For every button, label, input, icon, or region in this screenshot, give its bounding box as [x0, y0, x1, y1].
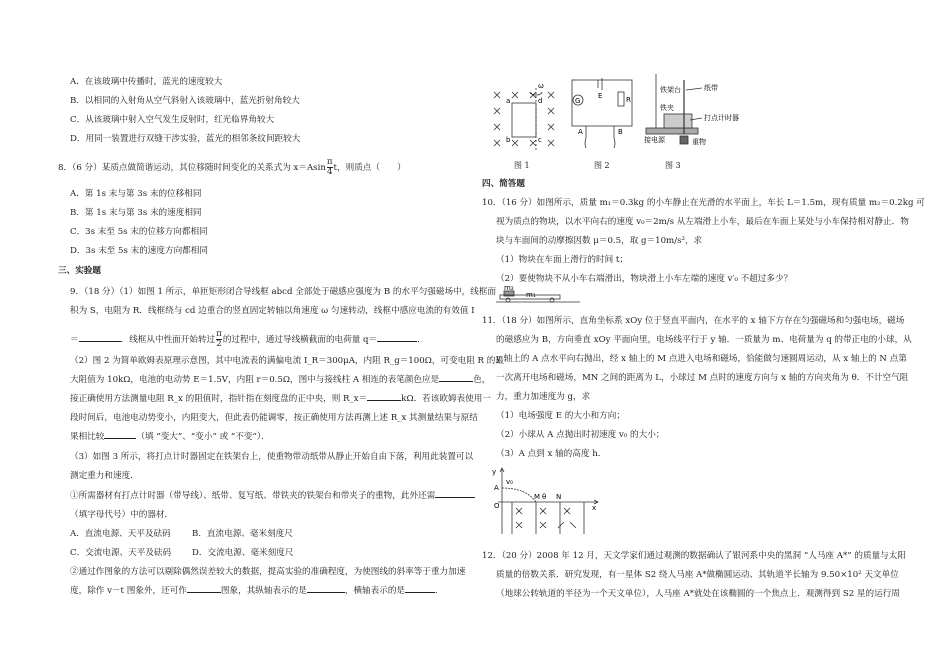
q9-line-5: 大阻值为 10kΩ，电池的电动势 E＝1.5V，内阻 r＝0.5Ω，图中与接线柱 A 相连的表笔颜色应是 色，	[70, 375, 491, 385]
q10-line-4: （1）物块在车面上滑行的时间 t；	[496, 255, 628, 265]
q8-option-c: C．3s 末至 5s 末的位移方向都相同	[70, 227, 208, 237]
figure-1-caption: 图 1	[514, 161, 530, 170]
svg-text:y: y	[492, 468, 497, 476]
svg-text:b: b	[506, 136, 511, 144]
omega-label: ω	[538, 82, 544, 90]
svg-text:E: E	[598, 92, 603, 100]
section-4-heading: 四、简答题	[482, 179, 525, 189]
answer-blank[interactable]	[439, 381, 473, 382]
figure-3-caption: 图 3	[665, 161, 681, 170]
q11-line-2: 的磁感应为 B，方向垂直 xOy 平面向里，电场线平行于 y 轴．一质量为 m、电荷量为 q 的带正电的小球，从	[496, 335, 912, 345]
answer-blank[interactable]	[307, 592, 345, 593]
section-3-heading: 三、实验题	[58, 266, 101, 276]
q11-line-3: y 轴上的 A 点水平向右抛出，经 x 轴上的 M 点进入电场和磁场，恰能做匀速圆周运动，从 x 轴上的 N 点第	[496, 354, 907, 364]
answer-blank[interactable]	[104, 438, 136, 439]
q8-option-b: B．第 1s 末与第 3s 末的速度相同	[70, 208, 202, 218]
q11-line-7: （2）小球从 A 点抛出时初速度 v₀ 的大小；	[496, 430, 665, 440]
svg-text:打点计时器: 打点计时器	[704, 114, 739, 122]
svg-text:接电源: 接电源	[644, 136, 665, 144]
q8-option-d: D．3s 末至 5s 末的速度方向都相同	[70, 246, 208, 256]
q10-cart-diagram	[496, 284, 580, 303]
q12-line-2: 质量的倍数关系．研究发现，有一星体 S2 绕人马座 A*做椭圆运动、其轨道半长轴为 9.50×10² 天文单位	[496, 570, 899, 580]
q7-option-d: D．用同一装置进行双缝干涉实验，蓝光的相邻条纹间距较大	[70, 134, 301, 144]
q9-line-1: 9．（18 分）（1）如图 1 所示，单匝矩形闭合导线框 abcd 全部处于磁感应强度为 B 的水平匀强磁场中，线框面	[70, 287, 497, 297]
svg-text:重物: 重物	[692, 138, 706, 146]
q9-line-9: （3）如图 3 所示，将打点计时器固定在铁架台上，使重物带动纸带从静止开始自由下落，利用此装置可以	[70, 452, 474, 462]
q9-line-11: ①所需器材有打点计时器（带导线）、纸带、复写纸、带铁夹的铁架台和带夹子的重物，此外还需	[70, 490, 475, 502]
q8-fraction: $\frac{\pi}{4}$	[326, 157, 333, 177]
figure-1-magnetic-frame	[492, 82, 562, 156]
svg-text:B: B	[618, 128, 623, 136]
answer-blank[interactable]	[377, 341, 417, 342]
q10-line-2: 视为质点的物块，以水平向右的速度 v₀＝2m/s 从左端滑上小车，最后在车面上某处与小车保持相对静止．物	[496, 217, 909, 227]
answer-blank[interactable]	[367, 400, 401, 401]
svg-text:m₁: m₁	[526, 291, 536, 299]
q9-line-16: 度，除作 v－t 图象外，还可作 图象，其纵轴表示的是 ，横轴表示的是 ．	[70, 586, 444, 596]
answer-blank[interactable]	[79, 341, 121, 342]
svg-text:v₀: v₀	[506, 478, 513, 486]
answer-blank[interactable]	[405, 592, 435, 593]
answer-blank[interactable]	[187, 592, 221, 593]
figure-3-timer-stand	[644, 70, 739, 154]
q11-coordinate-diagram	[492, 468, 602, 538]
svg-text:纸带: 纸带	[704, 84, 718, 92]
q9-line-3: ＝ ．线框从中性面开始转过 $\frac{\pi}{2}$ 的过程中，通过导线横截面的电荷量 q＝ ．	[70, 329, 426, 349]
q9-line-10: 测定重力和速度．	[70, 471, 139, 481]
svg-text:R: R	[626, 96, 631, 104]
q11-line-4: 一次离开电场和磁场，MN 之间的距离为 L，小球过 M 点时的速度方向与 x 轴的方向夹角为 θ．不计空气阻	[496, 373, 909, 383]
svg-text:d: d	[538, 97, 543, 105]
q10-line-5: （2）要使物块不从小车右端滑出，物块滑上小车左端的速度 v′₀ 不超过多少？	[496, 274, 793, 284]
q9-option-a: A．直流电源、天平及砝码	[70, 529, 171, 539]
q11-line-5: 力，重力加速度为 g，求	[496, 392, 591, 402]
svg-text:A: A	[494, 484, 499, 492]
q9-line-12: （填字母代号）中的器材．	[70, 510, 174, 520]
svg-text:铁架台: 铁架台	[660, 86, 681, 94]
q11-line-8: （3）A 点到 x 轴的高度 h．	[496, 449, 607, 459]
q7-option-c: C．从该玻璃中射入空气发生反射时，红光临界角较大	[70, 115, 275, 125]
svg-text:c: c	[538, 136, 542, 144]
q11-line-6: （1）电场强度 E 的大小和方向；	[496, 411, 625, 421]
q12-line-3: （地球公转轨道的半径为一个天文单位），人马座 A*就处在该椭圆的一个焦点上．观测得到 S2 星的运行周	[496, 589, 900, 599]
svg-text:铁夹: 铁夹	[660, 104, 674, 112]
q9-line-8: 果相比较 （填 “变大”、“变小” 或 “不变”）．	[70, 432, 270, 442]
svg-text:A: A	[578, 128, 583, 136]
figure-2-caption: 图 2	[594, 161, 610, 170]
q10-line-3: 块与车面间的动摩擦因数 μ＝0.5，取 g＝10m/s²，求	[496, 236, 703, 246]
svg-text:x: x	[592, 504, 597, 512]
q8-stem: 8．（6 分）某质点做简谐运动，其位移随时间变化的关系式为 x＝Asin $\frac{\pi}{4}$ t，则质点（ ）	[58, 157, 406, 177]
svg-text:G: G	[575, 97, 581, 105]
q9-line-4: （2）图 2 为简单欧姆表原理示意图，其中电流表的满偏电流 I_R＝300μA，内阻 R_g＝100Ω，可变电阻 R 的最	[70, 356, 504, 366]
q12-line-1: 12．（20 分）2008 年 12 月，天文学家们通过观测的数据确认了银河系中央的黑洞 “人马座 A*” 的质量与太阳	[482, 551, 906, 561]
answer-blank[interactable]	[435, 497, 475, 498]
q9-option-b: B．直流电源、毫米刻度尺	[192, 529, 293, 539]
svg-text:N: N	[556, 493, 562, 501]
q7-option-a: A．在该玻璃中传播时，蓝光的速度较大	[70, 77, 223, 87]
q9-option-c: C．交流电源、天平及砝码	[70, 548, 172, 558]
q11-line-1: 11．（18 分）如图所示，直角坐标系 xOy 位于竖直平面内，在水平的 x 轴下方存在匀强磁场和匀强电场，磁场	[482, 316, 905, 326]
q9-option-d: D．交流电源、毫米刻度尺	[192, 548, 294, 558]
q8-option-a: A．第 1s 末与第 3s 末的位移相同	[70, 189, 202, 199]
q9-line-6: 接正确使用方法测量电阻 R_x 的阻值时，指针指在刻度盘的正中央，则 R_x＝ kΩ．若该欧姆表使用一	[70, 394, 491, 404]
svg-text:O: O	[494, 502, 500, 510]
q9-line-2: 积为 S，电阻为 R．线框绕与 cd 边重合的竖直固定转轴以角速度 ω 匀速转动，线框中感应电流的有效值 I	[70, 306, 475, 316]
svg-text:θ: θ	[542, 493, 547, 501]
figure-2-ohmmeter	[568, 74, 636, 150]
q9-fraction: $\frac{\pi}{2}$	[216, 329, 222, 349]
svg-text:a: a	[506, 97, 511, 105]
q10-line-1: 10．（16 分）如图所示，质量 m₁＝0.3kg 的小车静止在光滑的水平面上，车长 L＝1.5m，现有质量 m₂＝0.2kg 可	[482, 198, 925, 208]
q7-option-b: B．以相同的入射角从空气斜射入该玻璃中，蓝光折射角较大	[70, 96, 300, 106]
q9-line-15: ②通过作图象的方法可以剔除偶然误差较大的数据，提高实验的准确程度，为使图线的斜率等于重力加速	[70, 567, 466, 577]
svg-text:M: M	[534, 493, 541, 501]
q9-line-7: 段时间后，电池电动势变小，内阻变大，但此表仍能调零，按正确使用方法再测上述 R_x 其测量结果与原结	[70, 413, 478, 423]
svg-text:m₂: m₂	[504, 284, 514, 292]
